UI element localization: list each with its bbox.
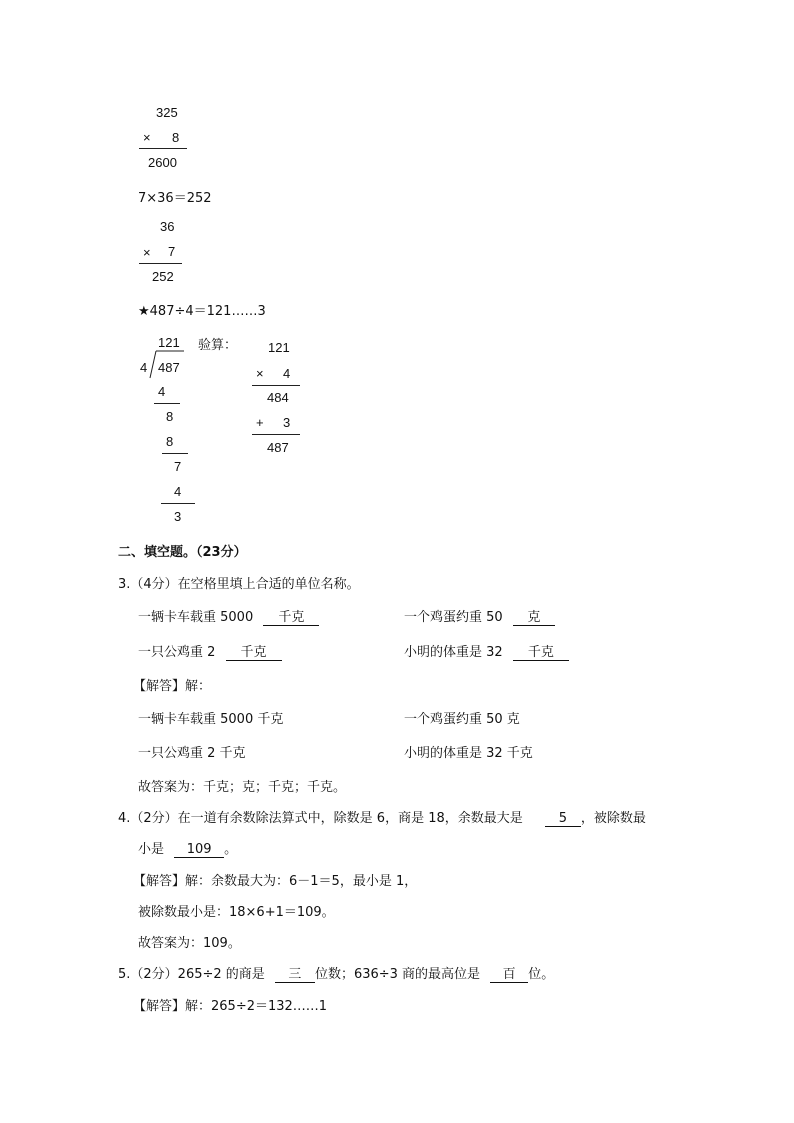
answer-blank: 千克	[513, 645, 569, 661]
calc2-multiplier: 7	[168, 244, 176, 259]
division-step: 4	[158, 384, 166, 399]
answer-blank: 克	[513, 610, 555, 626]
q4-stem-text: 。	[224, 842, 238, 857]
calc2-top-number: 36	[160, 219, 175, 234]
equation-487-div-4: ★487÷4＝121……3	[138, 304, 266, 319]
calc2-operator: ×	[143, 245, 151, 260]
verify-addend: 3	[283, 415, 291, 430]
verify-rule	[252, 434, 300, 435]
calc1-rule	[139, 148, 187, 149]
q5-stem	[118, 963, 554, 983]
section-title: 二、填空题。（23分）	[118, 545, 247, 560]
q5-stem-text: 5.（2分）265÷2 的商是	[118, 967, 265, 982]
division-remainder: 3	[174, 509, 182, 524]
division-quotient: 121	[158, 335, 180, 350]
q3-solution: 一辆卡车载重 5000 千克	[138, 712, 284, 727]
q3-item-text: 一个鸡蛋约重 50	[404, 610, 503, 625]
q3-item	[138, 606, 319, 626]
division-step: 4	[174, 484, 182, 499]
answer-blank: 三	[275, 967, 315, 983]
q4-final-answer: 故答案为：109。	[138, 936, 241, 951]
division-step: 8	[166, 409, 174, 424]
q4-solution: 【解答】解：余数最大为：6－1＝5，最小是 1，	[133, 874, 418, 889]
division-rule	[154, 403, 180, 404]
calc1-multiplier: 8	[172, 130, 180, 145]
q4-stem-line2	[138, 838, 237, 858]
q3-stem: 3.（4分）在空格里填上合适的单位名称。	[118, 577, 360, 592]
calc2-result: 252	[152, 269, 174, 284]
q3-item-text: 小明的体重是 32	[404, 645, 503, 660]
division-step: 7	[174, 459, 182, 474]
verify-rule	[252, 385, 300, 386]
calc1-operator: ×	[143, 130, 151, 145]
answer-blank: 千克	[226, 645, 282, 661]
answer-blank: 5	[545, 811, 581, 827]
answer-blank: 千克	[263, 610, 319, 626]
answer-blank: 109	[174, 842, 224, 858]
equation-7x36: 7×36＝252	[138, 191, 212, 206]
verify-product: 484	[267, 390, 289, 405]
verify-add-operator: +	[256, 415, 264, 430]
q5-stem-text: 位。	[528, 967, 555, 982]
q4-stem-text: 小是	[138, 842, 165, 857]
verify-multiply-operator: ×	[256, 366, 264, 381]
q4-solution: 被除数最小是：18×6+1＝109。	[138, 905, 335, 920]
q3-item	[404, 641, 569, 661]
verify-top-number: 121	[268, 340, 290, 355]
division-rule	[162, 453, 188, 454]
q3-solution: 小明的体重是 32 千克	[404, 746, 533, 761]
q4-stem-text: 4.（2分）在一道有余数除法算式中，除数是 6，商是 18，余数最大是	[118, 811, 523, 826]
division-rule	[161, 503, 195, 504]
verify-result: 487	[267, 440, 289, 455]
q3-item-text: 一辆卡车载重 5000	[138, 610, 254, 625]
q3-item	[138, 641, 282, 661]
q3-solution: 一个鸡蛋约重 50 克	[404, 712, 520, 727]
division-divisor: 4	[140, 360, 148, 375]
q5-solution: 【解答】解：265÷2＝132……1	[133, 999, 328, 1014]
q4-stem-text: ，被除数最	[580, 811, 646, 826]
q4-stem-line1	[118, 807, 646, 827]
q3-final-answer: 故答案为：千克；克；千克；千克。	[138, 780, 347, 795]
answer-blank: 百	[490, 967, 528, 983]
q3-item	[404, 606, 555, 626]
q5-stem-text: 位数；636÷3 商的最高位是	[314, 967, 481, 982]
calc1-result: 2600	[148, 155, 177, 170]
calc2-rule	[139, 263, 182, 264]
q3-item-text: 一只公鸡重 2	[138, 645, 216, 660]
q3-solution-label: 【解答】解：	[133, 679, 212, 694]
q3-solution: 一只公鸡重 2 千克	[138, 746, 246, 761]
division-dividend: 487	[158, 360, 180, 375]
division-step: 8	[166, 434, 174, 449]
calc1-top-number: 325	[156, 105, 178, 120]
verify-label: 验算：	[198, 338, 238, 353]
verify-multiplier: 4	[283, 366, 291, 381]
